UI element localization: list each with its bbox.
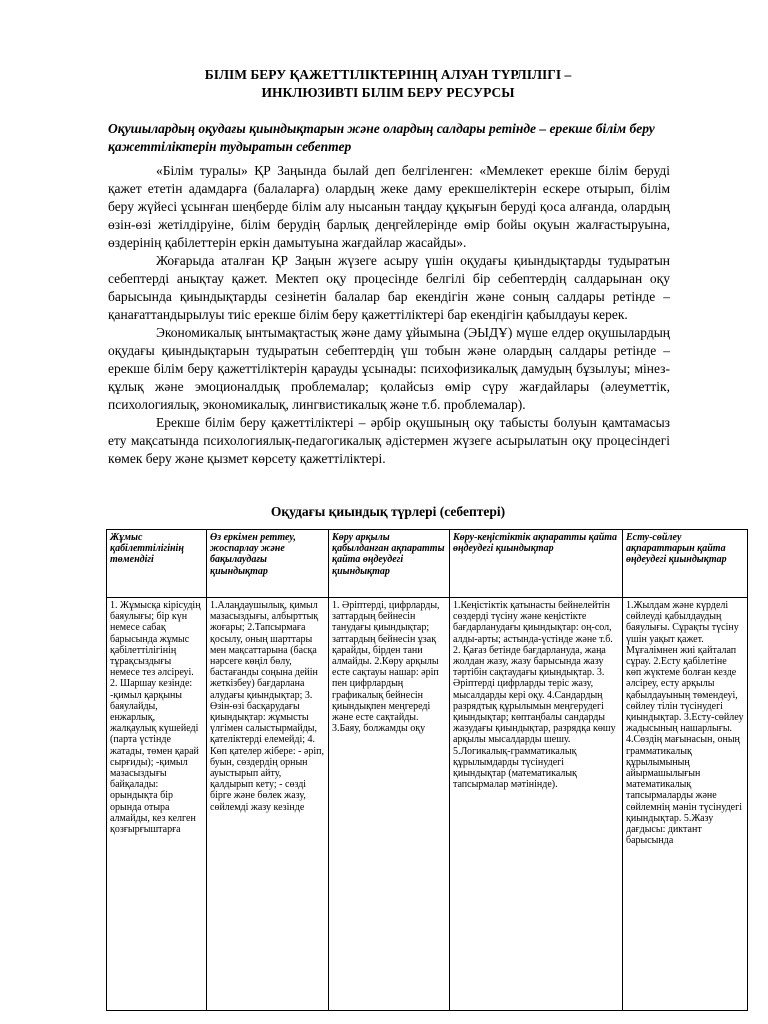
header-cell-work-capacity: Жұмыс қабілеттілігінің төмендігі <box>107 530 207 598</box>
header-cell-visual-spatial: Көру-кеңістіктік ақпаратты қайта өңдеудегі қиындықтар <box>450 530 623 598</box>
paragraph-oecd: Экономикалық ынтымақтастық және даму ұйымына (ЭЫДҰ) мүше елдер оқушылардың оқудағы қиындықтарын тудыратын себептердің үш тобын және олардың салдары ретінде – ерекше білім беру қажеттіліктерін қарауды ұсынады: психофизикалық дамудың бұзылуы; мінез-құлық және эмоционалдық проблемалар; қолайсыз өмір сүру жағдайлары (әлеуметтік, психологиялық, экономикалық, лингвистикалық және т.б. проблемалар). <box>108 325 670 412</box>
table-header-row <box>107 530 748 598</box>
table-cell-work-capacity: 1. Жұмысқа кірісудің баяулығы; бір күн немесе сабақ барысында жұмыс қабілеттілігінің тұрақсыздығы немесе тез әлсіреуі. 2. Шаршау кезінде: -қимыл қарқыны баяулайды, енжарлық, жалқаулық күшейеді (парта үстінде жатады, төмен қарай сырғиды); -қимыл мазасыздығы байқалады: орындықта бір орында отыра алмайды, кез келген қозғырғыштарға <box>107 598 207 1011</box>
title-line-2: ИНКЛЮЗИВТІ БІЛІМ БЕРУ РЕСУРСЫ <box>261 85 515 100</box>
table-title: Оқудағы қиындық түрлері (себептері) <box>270 504 506 519</box>
title-line-1: БІЛІМ БЕРУ ҚАЖЕТТІЛІКТЕРІНІҢ АЛУАН ТҮРЛІЛІГІ – <box>204 67 572 82</box>
paragraph-law-quote: «Білім туралы» ҚР Заңында былай деп белгіленген: «Мемлекет ерекше білім беруді қажет ететін адамдарға (балаларға) олардың жеке даму ерекшеліктерін ескере отырып, білім беру жүйесі ұсынған шеңберде білім алу нысанын таңдау құқығын беруді қоса алғанда, олардың өзін-өзі жетілдіруіне, білім берудің барлық деңгейлерінде өмір бойы оқуын жалғастыруына, өздерінің қабілеттерін еркін дамытуына жағдайлар жасайды». <box>108 163 670 250</box>
difficulty-types-table <box>106 529 748 1011</box>
table-cell-visual-spatial: 1.Кеңістіктік қатынасты бейнелейтін сөздерді түсіну және кеңістікте бағдарланудағы қиындықтар: оң-сол, алды-арты; астында-үстінде және т.б. 2. Қағаз бетінде бағдарлануда, жаңа жолдан жазу, жазу барысында жазу тәртібін сақтаудағы қиындықтар. 3. Әріптерді цифрларды теріс жазу, мысалдарды кері оқу. 4.Сандардың разрядтық құрылымын меңгерудегі қиындықтар; көптаңбалы сандарды жазудағы қиындықтар, разрядқа көшу арқылы мысалдарды шешу. 5.Логикалық-грамматикалық құрылымдарды түсінудегі қиындықтар (математикалық тапсырмалар мәтінінде). <box>450 598 623 1011</box>
table-cell-visual: 1. Әріптерді, цифрларды, заттардың бейнесін танудағы қиындықтар; заттардың бейнесін ұзақ қарайды, бірден тани алмайды. 2.Көру арқылы есте сақтауы нашар: әріп пен цифрлардың графикалық бейнесін қиындықпен меңгереді және есте сақтайды. 3.Баяу, болжамды оқу <box>329 598 450 1011</box>
header-cell-auditory-speech: Есту-сөйлеу ақпараттарын қайта өңдеудегі қиындықтар <box>623 530 748 598</box>
table-cell-auditory-speech: 1.Жылдам және күрделі сөйлеуді қабылдаудың баяулығы. Сұрақты түсіну үшін уақыт қажет. Мұғалімнен жиі қайталап сұрау. 2.Есту қабілетіне көп жүктеме болған кезде әлсіреу, есту арқылы қабылдауының төмендеуі, сөйлеу тілін түсінудегі қиындықтар. 3.Есту-сөйлеу жадысының нашарлығы. 4.Сөздің мағынасын, оның грамматикалық құрылымының айырмашылығын математикалық тапсырмаларды және сөйлемнің мәнін түсінудегі қиындықтар. 5.Жазу дағдысы: диктант барысында <box>623 598 748 1011</box>
section-subtitle: Оқушылардың оқудағы қиындықтарын және олардың салдары ретінде – ерекше білім беру қажеттіліктерін тудыратын себептер <box>108 121 655 154</box>
header-cell-self-regulation: Өз еркімен реттеу, жоспарлау және бақылаудағы қиындықтар <box>207 530 329 598</box>
paragraph-definition: Ерекше білім беру қажеттіліктері – әрбір оқушының оқу табысты болуын қамтамасыз ету мақсатында психологиялық-педагогикалық әдістермен жүзеге асырылатын оқу процесіндегі көмек беру және қызмет көрсету қажеттіліктері. <box>108 415 670 466</box>
table-row <box>107 598 748 1011</box>
table-cell-self-regulation: 1.Алаңдаушылық, қимыл мазасыздығы, албырттық жоғары; 2.Тапсырмаға қосылу, оның шарттары мен мақсаттарына (басқа нәрсеге көңіл бөлу, бастағанды соңына дейін жеткізбеу) бағдарлана алудағы қиындықтар; 3. Өзін-өзі басқарудағы қиындықтар: жұмысты үлгімен салыстырмайды, қателіктерді елемейді; 4. Көп қателер жібере: - әріп, буын, сөздердің орнын ауыстырып айту, қалдырып кету; - сөзді бірге және бөлек жазу, сөйлемді жазу кезінде <box>207 598 329 1011</box>
paragraph-causes: Жоғарыда аталған ҚР Заңын жүзеге асыру үшін оқудағы қиындықтарды тудыратын себептерді анықтау қажет. Мектеп оқу процесінде белгілі бір себептердің салдарынан оқу барысында қиындықтарды сезінетін балалар бар екендігін және соның салдары ретінде – қанағаттандырылуы тиіс ерекше білім беру қажеттіліктері бар екендігін қабылдауы керек. <box>108 253 670 322</box>
document-title <box>108 66 668 102</box>
header-cell-visual: Көру арқылы қабылданған ақпаратты қайта өңдеудегі қиындықтар <box>329 530 450 598</box>
body-text <box>108 162 670 468</box>
